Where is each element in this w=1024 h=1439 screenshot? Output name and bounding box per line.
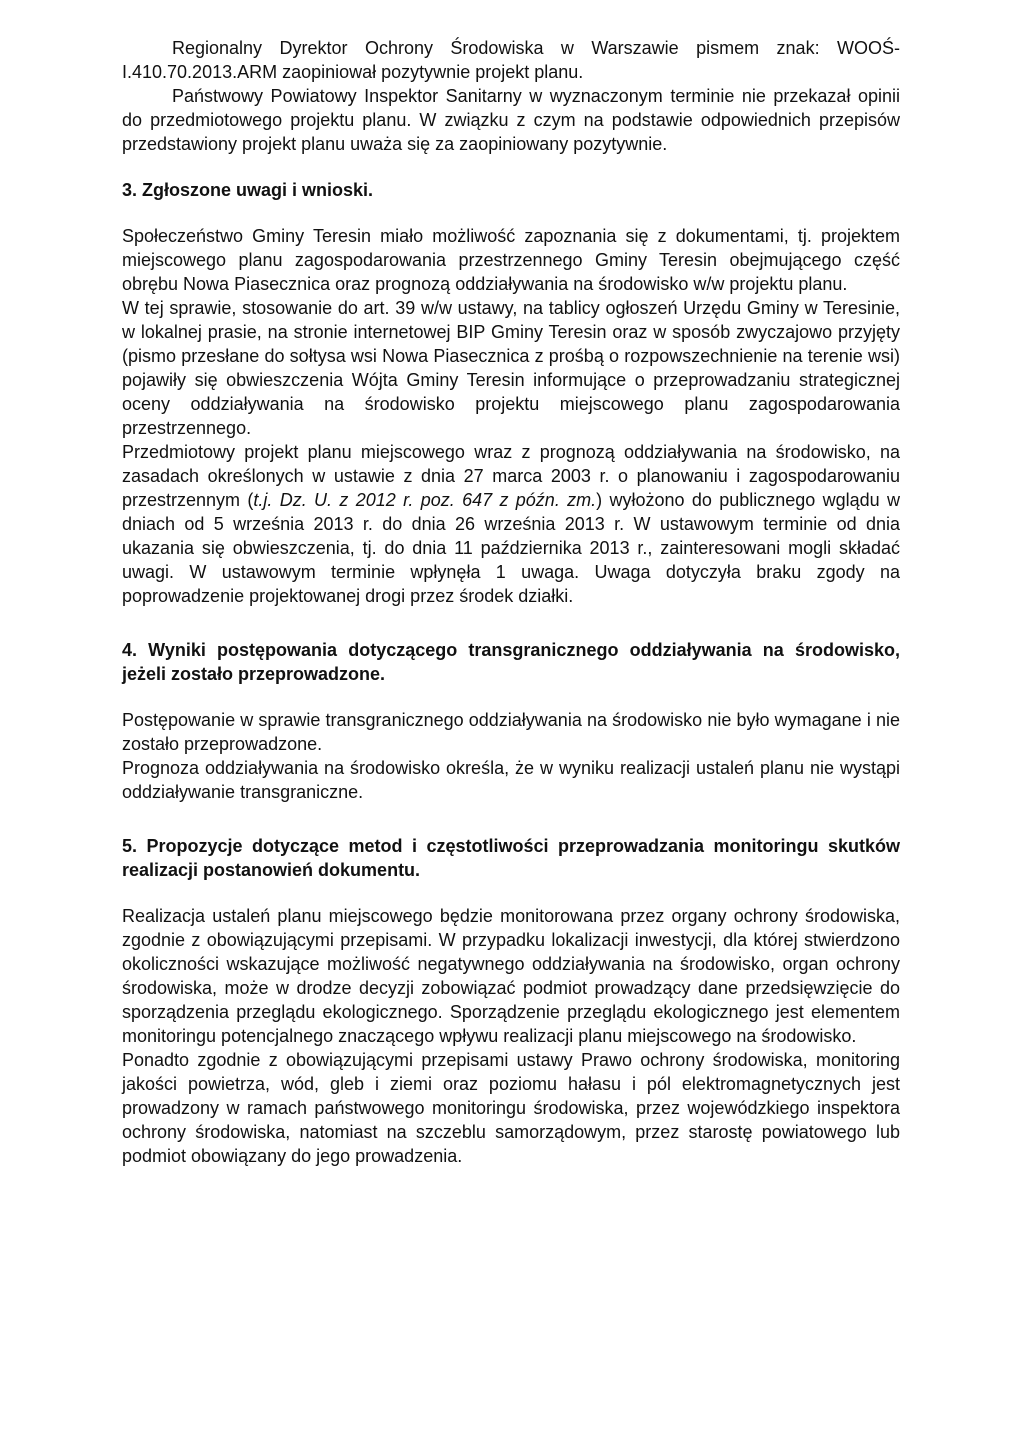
paragraph-transboundary-forecast: Prognoza oddziaływania na środowisko określa, że w wyniku realizacji ustaleń planu nie wystąpi oddziaływanie transgraniczne. bbox=[122, 758, 900, 802]
public-display-text-end: ) wyłożono do publicznego wglądu w dniach od 5 września 2013 r. do dnia 26 września 2013 r. W ustawowym terminie od dnia ukazania się obwieszczenia, tj. do dnia 11 października 2013 r., zainteresowani mogli składać uwagi. W ustawowym terminie wpłynęła 1 uwaga. Uwaga dotyczyła braku zgody na poprowadzenie projektowanej drogi przez środek działki. bbox=[122, 490, 900, 606]
section-3-heading: 3. Zgłoszone uwagi i wnioski. bbox=[122, 180, 374, 200]
paragraph-rdos-opinion: Regionalny Dyrektor Ochrony Środowiska w Warszawie pismem znak: WOOŚ-I.410.70.2013.ARM zaopiniował pozytywnie projekt planu. bbox=[122, 38, 900, 82]
paragraph-monitoring-organs: Realizacja ustaleń planu miejscowego będzie monitorowana przez organy ochrony środowiska, zgodnie z obowiązującymi przepisami. W przypadku lokalizacji inwestycji, dla której stwierdzono okoliczności wskazujące możliwość negatywnego oddziaływania na środowisko, organ ochrony środowiska, może w drodze decyzji zobowiązać podmiot prowadzący dane przedsięwzięcie do sporządzenia przeglądu ekologicznego. Sporządzenie przeglądu ekologicznego jest elementem monitoringu potencjalnego znaczącego wpływu realizacji planu miejscowego na środowisko. bbox=[122, 906, 900, 1046]
document-page bbox=[122, 36, 900, 1168]
paragraph-public-access: Społeczeństwo Gminy Teresin miało możliwość zapoznania się z dokumentami, tj. projektem miejscowego planu zagospodarowania przestrzennego Gminy Teresin obejmującego część obrębu Nowa Piasecznica oraz prognozą oddziaływania na środowisko w/w projektu planu. bbox=[122, 226, 900, 294]
paragraph-state-monitoring: Ponadto zgodnie z obowiązującymi przepisami ustawy Prawo ochrony środowiska, monitoring jakości powietrza, wód, gleb i ziemi oraz poziomu hałasu i pól elektromagnetycznych jest prowadzony w ramach państwowego monitoringu środowiska, przez wojewódzkiego inspektora ochrony środowiska, natomiast na szczeblu samorządowym, przez starostę powiatowego lub podmiot obowiązany do jego prowadzenia. bbox=[122, 1050, 900, 1166]
public-display-text-start: Przedmiotowy projekt planu miejscowego wraz z prognozą oddziaływania na środowisko, na zasadach określonych w ustawie z dnia 27 marca 2003 r. o planowaniu i zagospodarowaniu przestrzennym ( bbox=[122, 442, 900, 510]
paragraph-announcements: W tej sprawie, stosowanie do art. 39 w/w ustawy, na tablicy ogłoszeń Urzędu Gminy w Teresinie, w lokalnej prasie, na stronie internetowej BIP Gminy Teresin oraz w sposób zwyczajowo przyjęty (pismo przesłane do sołtysa wsi Nowa Piasecznica z prośbą o rozpowszechnienie na terenie wsi) pojawiły się obwieszczenia Wójta Gminy Teresin informujące o przeprowadzaniu strategicznej oceny oddziaływania na środowisko projektu miejscowego planu zagospodarowania przestrzennego. bbox=[122, 298, 900, 438]
section-5-heading: 5. Propozycje dotyczące metod i częstotliwości przeprowadzania monitoringu skutków realizacji postanowień dokumentu. bbox=[122, 836, 900, 880]
paragraph-sanitary-inspector: Państwowy Powiatowy Inspektor Sanitarny w wyznaczonym terminie nie przekazał opinii do przedmiotowego projektu planu. W związku z czym na podstawie odpowiednich przepisów przedstawiony projekt planu uważa się za zaopiniowany pozytywnie. bbox=[122, 86, 900, 154]
legal-citation: t.j. Dz. U. z 2012 r. poz. 647 z późn. zm. bbox=[253, 490, 597, 510]
section-4-heading: 4. Wyniki postępowania dotyczącego transgranicznego oddziaływania na środowisko, jeżeli zostało przeprowadzone. bbox=[122, 640, 900, 684]
paragraph-transboundary-procedure: Postępowanie w sprawie transgranicznego oddziaływania na środowisko nie było wymagane i nie zostało przeprowadzone. bbox=[122, 710, 900, 754]
paragraph-public-display bbox=[122, 440, 900, 608]
